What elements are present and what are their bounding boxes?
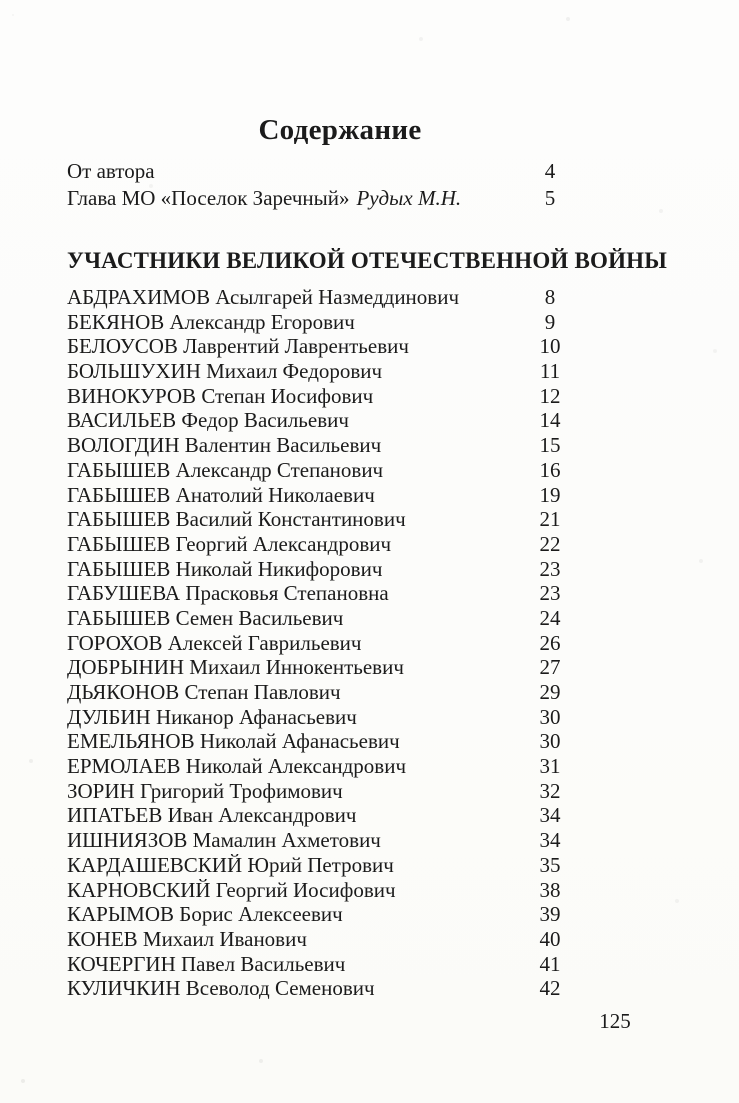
toc-entry-row xyxy=(67,310,585,335)
toc-entry-page-number: 41 xyxy=(539,951,561,976)
toc-entry-name: ВОЛОГДИН Валентин Васильевич xyxy=(67,433,382,458)
front-matter-list xyxy=(67,158,585,212)
toc-entry-page-number: 32 xyxy=(539,778,561,803)
toc-entry-page-number: 39 xyxy=(539,902,561,927)
front-matter-row xyxy=(67,158,585,185)
toc-entry-page-number: 34 xyxy=(539,828,561,853)
toc-entry-name: ГАБЫШЕВ Василий Константинович xyxy=(67,507,406,532)
toc-entries-list xyxy=(67,285,585,1001)
toc-entry-page-number: 23 xyxy=(539,556,561,581)
toc-entry-row xyxy=(67,680,585,705)
toc-entry-page-number: 40 xyxy=(539,926,561,951)
toc-entry-page-number: 15 xyxy=(539,433,561,458)
toc-entry-name: ЗОРИН Григорий Трофимович xyxy=(67,778,343,803)
toc-entry-row xyxy=(67,285,585,310)
toc-entry-row xyxy=(67,433,585,458)
toc-entry-name: КАРДАШЕВСКИЙ Юрий Петрович xyxy=(67,852,394,877)
toc-entry-row xyxy=(67,803,585,828)
toc-entry-row xyxy=(67,902,585,927)
front-matter-row xyxy=(67,185,585,212)
toc-entry-page-number: 16 xyxy=(539,457,561,482)
toc-entry-page-number: 35 xyxy=(539,852,561,877)
toc-entry-page-number: 12 xyxy=(539,383,561,408)
toc-entry-page-number: 8 xyxy=(544,285,556,309)
toc-entry-page-number: 14 xyxy=(539,408,561,433)
toc-entry-name: БЕКЯНОВ Александр Егорович xyxy=(67,309,355,334)
toc-entry-page-number: 30 xyxy=(539,729,561,754)
toc-entry-row xyxy=(67,334,585,359)
toc-entry-row xyxy=(67,828,585,853)
toc-entry-name: ИШНИЯЗОВ Мамалин Ахметович xyxy=(67,828,381,853)
toc-entry-page-number: 26 xyxy=(539,630,561,655)
front-matter-label-text: Глава МО «Поселок Заречный» xyxy=(67,186,350,210)
toc-entry-row xyxy=(67,384,585,409)
toc-entry-page-number: 34 xyxy=(539,803,561,828)
toc-entry-name: ГАБЫШЕВ Семен Васильевич xyxy=(67,605,344,630)
toc-entry-row xyxy=(67,408,585,433)
toc-entry-row xyxy=(67,705,585,730)
toc-entry-row xyxy=(67,483,585,508)
toc-entry-row xyxy=(67,976,585,1001)
toc-entry-name: ДОБРЫНИН Михаил Иннокентьевич xyxy=(67,655,404,680)
toc-entry-name: ДУЛБИН Никанор Афанасьевич xyxy=(67,704,357,729)
toc-entry-page-number: 30 xyxy=(539,704,561,729)
toc-entry-row xyxy=(67,878,585,903)
toc-entry-row xyxy=(67,458,585,483)
toc-entry-page-number: 22 xyxy=(539,531,561,556)
toc-entry-name: ГАБЫШЕВ Георгий Александрович xyxy=(67,531,392,556)
toc-entry-name: ГАБУШЕВА Прасковья Степановна xyxy=(67,581,389,606)
toc-entry-name: ГОРОХОВ Алексей Гаврильевич xyxy=(67,630,362,655)
toc-entry-page-number: 29 xyxy=(539,680,561,704)
toc-entry-row xyxy=(67,729,585,754)
toc-entry-page-number: 10 xyxy=(539,334,561,359)
toc-entry-page-number: 9 xyxy=(544,309,556,334)
section-heading: УЧАСТНИКИ ВЕЛИКОЙ ОТЕЧЕСТВЕННОЙ ВОЙНЫ xyxy=(67,248,668,274)
toc-entry-name: БОЛЬШУХИН Михаил Федорович xyxy=(67,359,383,384)
toc-entry-page-number: 11 xyxy=(539,359,561,384)
toc-entry-page-number: 21 xyxy=(539,507,561,532)
toc-entry-page-number: 42 xyxy=(539,976,561,1001)
toc-entry-name: ЕРМОЛАЕВ Николай Александрович xyxy=(67,754,407,779)
toc-entry-name: КАРЫМОВ Борис Алексеевич xyxy=(67,902,343,927)
toc-entry-row xyxy=(67,754,585,779)
toc-entry-row xyxy=(67,606,585,631)
front-matter-label-text: От автора xyxy=(67,159,155,183)
page-title: Содержание xyxy=(258,114,422,147)
toc-entry-name: ДЬЯКОНОВ Степан Павлович xyxy=(67,680,341,704)
toc-entry-page-number: 24 xyxy=(539,605,561,630)
toc-entry-name: ИПАТЬЕВ Иван Александрович xyxy=(67,803,357,828)
toc-entry-name: ГАБЫШЕВ Анатолий Николаевич xyxy=(67,482,375,507)
toc-entry-row xyxy=(67,557,585,582)
toc-entry-row xyxy=(67,952,585,977)
toc-entry-page-number: 19 xyxy=(539,482,561,507)
front-matter-page-number: 4 xyxy=(544,159,556,183)
toc-entry-page-number: 27 xyxy=(539,655,561,680)
footer-page-number: 125 xyxy=(599,1009,631,1033)
front-matter-label xyxy=(67,185,515,212)
toc-entry-row xyxy=(67,507,585,532)
toc-entry-row xyxy=(67,532,585,557)
toc-entry-row xyxy=(67,779,585,804)
toc-entry-name: ВИНОКУРОВ Степан Иосифович xyxy=(67,383,374,408)
toc-entry-name: КАРНОВСКИЙ Георгий Иосифович xyxy=(67,877,396,902)
toc-entry-page-number: 38 xyxy=(539,877,561,902)
toc-entry-name: БЕЛОУСОВ Лаврентий Лаврентьевич xyxy=(67,334,409,359)
toc-entry-name: ГАБЫШЕВ Александр Степанович xyxy=(67,457,384,482)
toc-entry-name: КУЛИЧКИН Всеволод Семенович xyxy=(67,976,375,1001)
toc-entry-row xyxy=(67,655,585,680)
toc-entry-page-number: 31 xyxy=(539,754,561,779)
toc-entry-name: ЕМЕЛЬЯНОВ Николай Афанасьевич xyxy=(67,729,400,754)
toc-entry-row xyxy=(67,927,585,952)
toc-entry-name: КОНЕВ Михаил Иванович xyxy=(67,926,307,951)
front-matter-page-number: 5 xyxy=(544,186,556,210)
toc-entry-row xyxy=(67,631,585,656)
toc-entry-name: АБДРАХИМОВ Асылгарей Назмеддинович xyxy=(67,285,460,309)
toc-entry-page-number: 23 xyxy=(539,581,561,606)
toc-entry-name: КОЧЕРГИН Павел Васильевич xyxy=(67,951,346,976)
toc-entry-name: ВАСИЛЬЕВ Федор Васильевич xyxy=(67,408,349,433)
front-matter-author: Рудых М.Н. xyxy=(356,186,462,210)
front-matter-label xyxy=(67,158,515,185)
scan-noise xyxy=(12,14,14,16)
toc-entry-row xyxy=(67,581,585,606)
toc-entry-row xyxy=(67,853,585,878)
toc-entry-name: ГАБЫШЕВ Николай Никифорович xyxy=(67,556,383,581)
toc-entry-row xyxy=(67,359,585,384)
